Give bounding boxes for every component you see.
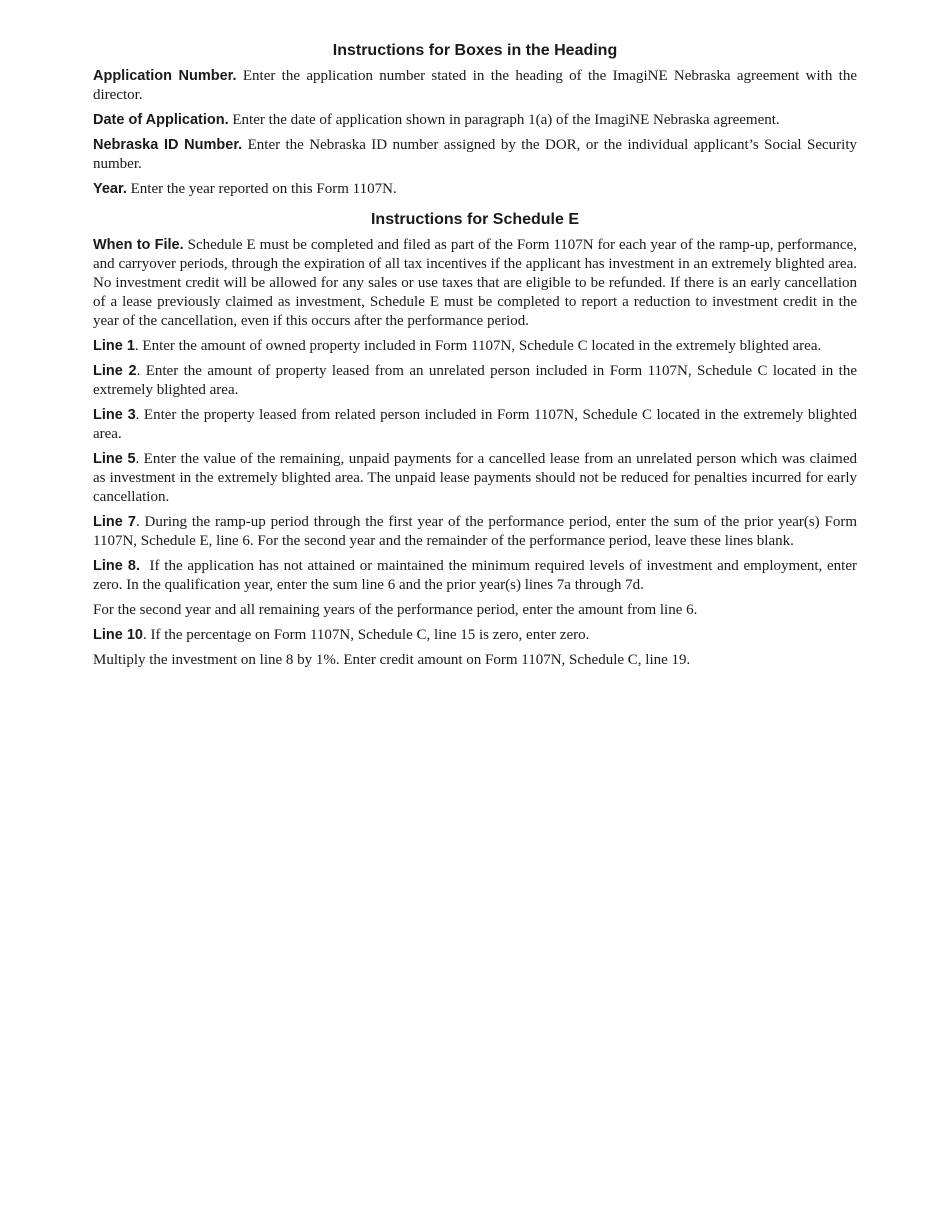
line-8-label: Line 8. — [93, 558, 140, 574]
line-10-text: . If the percentage on Form 1107N, Schedule C, line 15 is zero, enter zero. — [142, 627, 590, 643]
line-5-instruction — [93, 450, 857, 507]
year-instruction — [93, 180, 857, 199]
date-of-application-text: Enter the date of application shown in paragraph 1(a) of the ImagiNE Nebraska agreement. — [228, 112, 780, 128]
when-to-file-label: When to File. — [93, 237, 184, 253]
multiply-instruction — [93, 651, 857, 670]
line-10-instruction — [93, 626, 857, 645]
line-7-instruction — [93, 513, 857, 551]
line-7-text: . During the ramp-up period through the first year of the performance period, enter the sum of the prior year(s) Form 1107N, Schedule E, line 6. For the second year and the remainder of the performance period, leave these lines blank. — [93, 514, 857, 549]
application-number-label: Application Number. — [93, 68, 237, 84]
year-text: Enter the year reported on this Form 1107N. — [126, 181, 397, 197]
line-7-label: Line 7 — [93, 514, 136, 530]
line-2-instruction — [93, 362, 857, 400]
when-to-file-instruction — [93, 236, 857, 331]
nebraska-id-instruction — [93, 136, 857, 174]
nebraska-id-label: Nebraska ID Number. — [93, 137, 243, 153]
multiply-text: Multiply the investment on line 8 by 1%. Enter credit amount on Form 1107N, Schedule C, line 19. — [93, 652, 691, 668]
line-3-label: Line 3 — [93, 407, 136, 423]
line-2-text: . Enter the amount of property leased from an unrelated person included in Form 1107N, Schedule C located in the extremely blighted area. — [93, 363, 857, 398]
schedule-e-title: Instructions for Schedule E — [370, 211, 580, 228]
when-to-file-text: Schedule E must be completed and filed as part of the Form 1107N for each year of the ramp-up, performance, and carryover periods, through the expiration of all tax incentives if the applicant has investment in an extremely blighted area. No investment credit will be allowed for any sales or use taxes that are eligible to be refunded. If there is an early cancellation of a lease previously claimed as investment, Schedule E must be completed to report a reduction to investment credit in the year of the cancellation, even if this occurs after the performance period. — [93, 237, 857, 329]
nebraska-id-text: Enter the Nebraska ID number assigned by the DOR, or the individual applicant’s Social Security number. — [93, 137, 857, 172]
date-of-application-instruction — [93, 111, 857, 130]
line-3-instruction — [93, 406, 857, 444]
line-3-text: . Enter the property leased from related person included in Form 1107N, Schedule C located in the extremely blighted area. — [93, 407, 857, 442]
line-5-label: Line 5 — [93, 451, 136, 467]
second-year-instruction — [93, 601, 857, 620]
application-number-text: Enter the application number stated in the heading of the ImagiNE Nebraska agreement with the director. — [93, 68, 857, 103]
date-of-application-label: Date of Application. — [93, 112, 229, 128]
heading-instructions-title: Instructions for Boxes in the Heading — [332, 42, 618, 59]
line-1-text: . Enter the amount of owned property included in Form 1107N, Schedule C located in the extremely blighted area. — [134, 338, 822, 354]
year-label: Year. — [93, 181, 127, 197]
line-10-label: Line 10 — [93, 627, 143, 643]
line-8-text: If the application has not attained or maintained the minimum required levels of investment and employment, enter zero. In the qualification year, enter the sum line 6 and the prior year(s) lines 7a through 7d. — [93, 558, 861, 593]
line-1-instruction — [93, 337, 857, 356]
application-number-instruction — [93, 67, 857, 105]
second-year-text: For the second year and all remaining years of the performance period, enter the amount from line 6. — [93, 602, 698, 618]
line-2-label: Line 2 — [93, 363, 137, 379]
line-8-instruction — [93, 557, 861, 595]
line-5-text: . Enter the value of the remaining, unpaid payments for a cancelled lease from an unrelated person which was claimed as investment in the extremely blighted area. The unpaid lease payments should not be reduced for penalties incurred for early cancellation. — [93, 451, 857, 505]
line-1-label: Line 1 — [93, 338, 135, 354]
